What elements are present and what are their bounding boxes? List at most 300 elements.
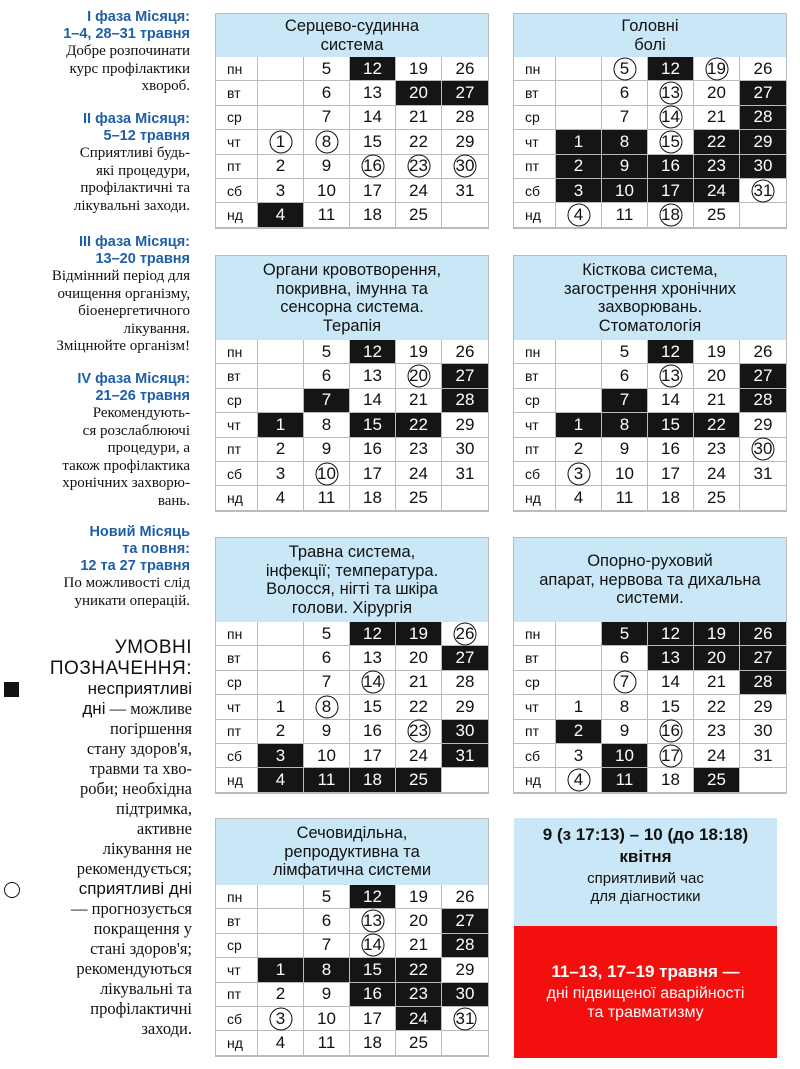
favorable-day: 3 [556, 462, 602, 486]
weekday-label: сб [216, 1007, 258, 1031]
calendar-day: 5 [304, 340, 350, 364]
calendar-day: 25 [396, 486, 442, 510]
unfavorable-day: 12 [648, 622, 694, 646]
calendar-day: 16 [350, 438, 396, 462]
diagnostics-text: сприятливий час для діагностики [587, 870, 704, 905]
legend-good [4, 879, 194, 1039]
phase-5-title: Новий Місяць та повня: 12 та 27 травня [80, 524, 190, 574]
panel-cardiovascular [215, 13, 489, 229]
calendar-day: 9 [602, 438, 648, 462]
empty-cell [556, 57, 602, 81]
empty-cell [556, 81, 602, 105]
weekday-label: нд [216, 768, 258, 792]
panel-header [216, 538, 488, 622]
empty-cell [258, 57, 304, 81]
unfavorable-day: 7 [304, 389, 350, 413]
unfavorable-day: 12 [350, 340, 396, 364]
weekday-label: вт [514, 364, 556, 388]
calendar-day: 13 [350, 364, 396, 388]
weekday-label: пн [216, 622, 258, 646]
calendar-day: 25 [694, 203, 740, 227]
calendar-day: 5 [304, 622, 350, 646]
calendar-day: 26 [740, 57, 786, 81]
phase-4-text: Рекомендують- ся розслаблюючі процедури, а також профілактика хронічних захворю- вань. [62, 405, 190, 509]
weekday-label: пн [514, 340, 556, 364]
weekday-label: вт [216, 646, 258, 670]
calendar-day: 8 [602, 695, 648, 719]
calendar-day: 6 [602, 364, 648, 388]
phase-2-title: II фаза Місяця: 5–12 травня [83, 111, 190, 144]
panel-title: Кісткова система, загострення хронічних захворювань. Стоматологія [563, 261, 737, 335]
unfavorable-day: 8 [602, 130, 648, 154]
calendar-day: 31 [442, 462, 488, 486]
calendar-day: 18 [648, 768, 694, 792]
empty-cell [258, 389, 304, 413]
panel-title: Травна система, інфекції; температура. Волосся, нігті та шкіра голови. Хірургія [265, 543, 439, 617]
panel-digestive [215, 537, 489, 794]
calendar-day: 22 [396, 130, 442, 154]
empty-cell [740, 768, 786, 792]
calendar-day: 18 [350, 1031, 396, 1055]
calendar-day: 19 [396, 885, 442, 909]
calendar-day: 17 [648, 462, 694, 486]
calendar-day: 29 [740, 695, 786, 719]
weekday-label: чт [216, 695, 258, 719]
phase-3-title: III фаза Місяця: 13–20 травня [79, 234, 190, 267]
empty-cell [442, 1031, 488, 1055]
phase-new-full-moon [0, 524, 190, 610]
calendar-day: 17 [350, 179, 396, 203]
empty-cell [740, 486, 786, 510]
weekday-label: чт [514, 130, 556, 154]
unfavorable-day: 24 [694, 179, 740, 203]
calendar-day: 11 [602, 486, 648, 510]
unfavorable-day: 7 [602, 389, 648, 413]
calendar-day: 13 [350, 646, 396, 670]
calendar-day: 6 [602, 81, 648, 105]
unfavorable-day: 1 [556, 413, 602, 437]
empty-cell [556, 364, 602, 388]
empty-cell [556, 340, 602, 364]
unfavorable-day: 30 [442, 983, 488, 1007]
calendar-day: 24 [396, 462, 442, 486]
calendar-day: 6 [304, 909, 350, 933]
panel-header [216, 256, 488, 340]
calendar-day: 25 [694, 486, 740, 510]
weekday-label: нд [216, 203, 258, 227]
weekday-label: ср [216, 389, 258, 413]
favorable-day: 18 [648, 203, 694, 227]
calendar-day: 5 [304, 885, 350, 909]
favorable-day: 15 [648, 130, 694, 154]
calendar-day: 5 [304, 57, 350, 81]
empty-cell [556, 106, 602, 130]
calendar-grid [216, 885, 488, 1056]
calendar-day: 29 [442, 413, 488, 437]
calendar-day: 29 [740, 413, 786, 437]
calendar-day: 28 [442, 106, 488, 130]
unfavorable-day: 28 [740, 389, 786, 413]
weekday-label: пт [514, 155, 556, 179]
empty-cell [442, 203, 488, 227]
favorable-day: 20 [396, 364, 442, 388]
unfavorable-day: 12 [648, 57, 694, 81]
unfavorable-day: 4 [258, 768, 304, 792]
calendar-day: 4 [258, 486, 304, 510]
calendar-day: 11 [304, 486, 350, 510]
calendar-day: 21 [396, 671, 442, 695]
calendar-day: 15 [648, 695, 694, 719]
calendar-day: 24 [694, 744, 740, 768]
empty-cell [258, 364, 304, 388]
weekday-label: пн [216, 885, 258, 909]
empty-cell [258, 646, 304, 670]
phase-3 [0, 234, 190, 356]
calendar-day: 3 [258, 462, 304, 486]
weekday-label: вт [216, 81, 258, 105]
unfavorable-day: 1 [556, 130, 602, 154]
calendar-day: 21 [694, 671, 740, 695]
accident-alert-box [514, 926, 777, 1058]
unfavorable-day: 25 [694, 768, 740, 792]
phase-1 [0, 9, 190, 96]
calendar-day: 9 [304, 155, 350, 179]
diagnostics-dates: 9 (з 17:13) – 10 (до 18:18) [542, 825, 749, 844]
empty-cell [556, 671, 602, 695]
calendar-day: 10 [304, 179, 350, 203]
favorable-day: 13 [648, 364, 694, 388]
favorable-day: 5 [602, 57, 648, 81]
calendar-day: 30 [740, 720, 786, 744]
unfavorable-day: 30 [442, 720, 488, 744]
calendar-day: 5 [602, 340, 648, 364]
panel-hematopoiesis [215, 255, 489, 512]
calendar-grid [216, 622, 488, 793]
weekday-label: сб [514, 179, 556, 203]
calendar-day: 31 [740, 462, 786, 486]
favorable-day: 16 [648, 720, 694, 744]
phase-4-title: IV фаза Місяця: 21–26 травня [77, 371, 190, 404]
favorable-day: 19 [694, 57, 740, 81]
panel-title: Серцево-судинна система [284, 17, 420, 54]
empty-cell [258, 340, 304, 364]
calendar-grid [514, 340, 786, 511]
favorable-day: 7 [602, 671, 648, 695]
unfavorable-day: 27 [442, 364, 488, 388]
favorable-day: 23 [396, 720, 442, 744]
unfavorable-day: 20 [396, 81, 442, 105]
favorable-day: 30 [442, 155, 488, 179]
calendar-day: 6 [602, 646, 648, 670]
calendar-day: 23 [694, 720, 740, 744]
empty-cell [258, 81, 304, 105]
unfavorable-day: 15 [350, 958, 396, 982]
unfavorable-day: 27 [442, 81, 488, 105]
calendar-day: 20 [694, 364, 740, 388]
calendar-day: 29 [442, 130, 488, 154]
calendar-day: 19 [396, 57, 442, 81]
calendar-grid [216, 340, 488, 511]
calendar-day: 19 [694, 340, 740, 364]
unfavorable-day: 1 [258, 958, 304, 982]
calendar-day: 21 [694, 106, 740, 130]
weekday-label: ср [514, 671, 556, 695]
calendar-day: 11 [304, 203, 350, 227]
legend-bad [4, 679, 194, 879]
favorable-day: 14 [350, 671, 396, 695]
calendar-day: 18 [648, 486, 694, 510]
legend-title: УМОВНІ ПОЗНАЧЕННЯ: [49, 637, 192, 679]
favorable-day: 13 [350, 909, 396, 933]
calendar-day: 14 [350, 106, 396, 130]
diagnostics-box [514, 818, 777, 926]
weekday-label: сб [216, 179, 258, 203]
weekday-label: вт [514, 81, 556, 105]
favorable-day: 23 [396, 155, 442, 179]
unfavorable-day: 12 [350, 57, 396, 81]
panel-skeletal [513, 255, 787, 512]
calendar-day: 9 [304, 720, 350, 744]
calendar-day: 26 [442, 340, 488, 364]
calendar-day: 22 [396, 695, 442, 719]
phase-1-text: Добре розпочинати курс профілактики хвороб. [66, 43, 190, 94]
calendar-day: 26 [442, 885, 488, 909]
weekday-label: пт [216, 438, 258, 462]
unfavorable-day: 3 [258, 744, 304, 768]
left-sidebar [0, 0, 196, 1069]
panel-header [514, 256, 786, 340]
empty-cell [258, 671, 304, 695]
calendar-day: 13 [350, 81, 396, 105]
unfavorable-day: 4 [258, 203, 304, 227]
calendar-day: 1 [556, 695, 602, 719]
calendar-day: 4 [556, 486, 602, 510]
unfavorable-day: 28 [442, 934, 488, 958]
unfavorable-day: 19 [694, 622, 740, 646]
unfavorable-day: 15 [648, 413, 694, 437]
unfavorable-day: 27 [740, 364, 786, 388]
diagnostics-month: квітня [619, 847, 672, 866]
weekday-label: пн [514, 57, 556, 81]
panel-title: Головні болі [621, 17, 679, 54]
favorable-day: 14 [648, 106, 694, 130]
calendar-day: 2 [258, 438, 304, 462]
weekday-label: нд [514, 203, 556, 227]
calendar-day: 10 [304, 1007, 350, 1031]
weekday-label: нд [216, 1031, 258, 1055]
weekday-label: пн [216, 57, 258, 81]
favorable-day: 4 [556, 203, 602, 227]
unfavorable-day: 2 [556, 155, 602, 179]
calendar-day: 6 [304, 646, 350, 670]
calendar-day: 26 [740, 340, 786, 364]
phase-5-text: По можливості слід уникати операцій. [63, 575, 190, 609]
favorable-day: 10 [304, 462, 350, 486]
weekday-label: пт [514, 720, 556, 744]
empty-cell [556, 646, 602, 670]
calendar-day: 7 [304, 106, 350, 130]
calendar-day: 28 [442, 671, 488, 695]
calendar-day: 8 [304, 413, 350, 437]
calendar-grid [216, 57, 488, 228]
calendar-day: 2 [258, 983, 304, 1007]
calendar-day: 17 [350, 1007, 396, 1031]
calendar-day: 29 [442, 958, 488, 982]
unfavorable-day: 16 [350, 983, 396, 1007]
weekday-label: пт [514, 438, 556, 462]
unfavorable-day: 8 [304, 958, 350, 982]
calendar-day: 9 [602, 720, 648, 744]
calendar-day: 31 [740, 744, 786, 768]
weekday-label: сб [216, 744, 258, 768]
unfavorable-day: 30 [740, 155, 786, 179]
unfavorable-day: 12 [350, 885, 396, 909]
unfavorable-day: 22 [694, 130, 740, 154]
calendar-day: 29 [442, 695, 488, 719]
empty-cell [258, 909, 304, 933]
unfavorable-day: 11 [304, 768, 350, 792]
calendar-day: 17 [350, 462, 396, 486]
weekday-label: нд [514, 486, 556, 510]
unfavorable-day: 16 [648, 155, 694, 179]
empty-cell [442, 768, 488, 792]
panel-header [216, 819, 488, 885]
empty-cell [258, 106, 304, 130]
calendar-day: 15 [350, 130, 396, 154]
unfavorable-day: 27 [442, 909, 488, 933]
phase-2 [0, 111, 190, 215]
weekday-label: пт [216, 720, 258, 744]
favorable-day: 17 [648, 744, 694, 768]
phase-1-title: I фаза Місяця: 1–4, 28–31 травня [63, 9, 190, 42]
unfavorable-day: 17 [648, 179, 694, 203]
unfavorable-day: 5 [602, 622, 648, 646]
favorable-day: 8 [304, 130, 350, 154]
phase-2-text: Сприятливі будь- які процедури, профілактичні та лікувальні заходи. [73, 145, 190, 214]
alert-text: дні підвищеної аварійності та травматизму [546, 985, 745, 1021]
circle-icon [4, 882, 20, 898]
calendar-day: 20 [694, 81, 740, 105]
panel-header [514, 538, 786, 622]
unfavorable-day: 19 [396, 622, 442, 646]
phase-3-text: Відмінний період для очищення організму, біоенергетичного лікування. Зміцнюйте організм! [51, 268, 190, 354]
calendar-day: 21 [396, 389, 442, 413]
panel-musculoskeletal [513, 537, 787, 794]
calendar-day: 21 [396, 106, 442, 130]
unfavorable-day: 3 [556, 179, 602, 203]
calendar-day: 21 [396, 934, 442, 958]
weekday-label: чт [216, 413, 258, 437]
calendar-day: 7 [304, 934, 350, 958]
weekday-label: вт [216, 909, 258, 933]
legend [4, 637, 194, 1039]
empty-cell [258, 622, 304, 646]
favorable-day: 8 [304, 695, 350, 719]
calendar-day: 15 [350, 695, 396, 719]
calendar-grid [514, 622, 786, 793]
unfavorable-day: 13 [648, 646, 694, 670]
calendar-day: 4 [258, 1031, 304, 1055]
calendar-day: 1 [258, 695, 304, 719]
calendar-day: 14 [648, 671, 694, 695]
favorable-day: 31 [740, 179, 786, 203]
calendar-day: 14 [648, 389, 694, 413]
calendar-day: 14 [350, 389, 396, 413]
unfavorable-day: 2 [556, 720, 602, 744]
favorable-day: 1 [258, 130, 304, 154]
unfavorable-day: 26 [740, 622, 786, 646]
favorable-day: 16 [350, 155, 396, 179]
calendar-day: 20 [396, 909, 442, 933]
calendar-day: 23 [694, 438, 740, 462]
calendar-day: 2 [258, 720, 304, 744]
calendar-day: 20 [396, 646, 442, 670]
weekday-label: сб [514, 744, 556, 768]
calendar-day: 6 [304, 364, 350, 388]
calendar-day: 9 [304, 438, 350, 462]
calendar-day: 25 [396, 203, 442, 227]
calendar-day: 7 [602, 106, 648, 130]
empty-cell [556, 622, 602, 646]
unfavorable-day: 15 [350, 413, 396, 437]
empty-cell [258, 885, 304, 909]
weekday-label: ср [216, 106, 258, 130]
empty-cell [740, 203, 786, 227]
legend-bad-text: несприятливі дні — можливе погіршення стану здоров'я, травми та хво- роби; необхідна підтримка, активне лікування не рекомендується; [76, 679, 192, 878]
unfavorable-day: 10 [602, 744, 648, 768]
empty-cell [258, 934, 304, 958]
unfavorable-day: 29 [740, 130, 786, 154]
panel-title: Сечовидільна, репродуктивна та лімфатична системи [272, 824, 432, 880]
weekday-label: чт [216, 130, 258, 154]
weekday-label: ср [514, 389, 556, 413]
weekday-label: сб [514, 462, 556, 486]
calendar-day: 2 [556, 438, 602, 462]
unfavorable-day: 12 [648, 340, 694, 364]
calendar-day: 2 [258, 155, 304, 179]
weekday-label: пн [514, 622, 556, 646]
unfavorable-day: 23 [694, 155, 740, 179]
weekday-label: чт [216, 958, 258, 982]
calendar-day: 24 [396, 179, 442, 203]
calendar-day: 19 [396, 340, 442, 364]
weekday-label: вт [216, 364, 258, 388]
calendar-day: 18 [350, 203, 396, 227]
calendar-day: 25 [396, 1031, 442, 1055]
weekday-label: чт [514, 695, 556, 719]
calendar-day: 22 [694, 695, 740, 719]
weekday-label: вт [514, 646, 556, 670]
calendar-day: 3 [556, 744, 602, 768]
unfavorable-day: 28 [740, 106, 786, 130]
unfavorable-day: 28 [740, 671, 786, 695]
calendar-day: 11 [602, 203, 648, 227]
calendar-day: 30 [442, 438, 488, 462]
unfavorable-day: 24 [396, 1007, 442, 1031]
calendar-day: 16 [648, 438, 694, 462]
panel-header [216, 14, 488, 57]
unfavorable-day: 18 [350, 768, 396, 792]
calendar-day: 6 [304, 81, 350, 105]
unfavorable-day: 22 [396, 413, 442, 437]
unfavorable-day: 20 [694, 646, 740, 670]
panel-urinary [215, 818, 489, 1057]
weekday-label: пт [216, 155, 258, 179]
panel-header [514, 14, 786, 57]
favorable-day: 31 [442, 1007, 488, 1031]
unfavorable-day: 22 [694, 413, 740, 437]
calendar-day: 16 [350, 720, 396, 744]
